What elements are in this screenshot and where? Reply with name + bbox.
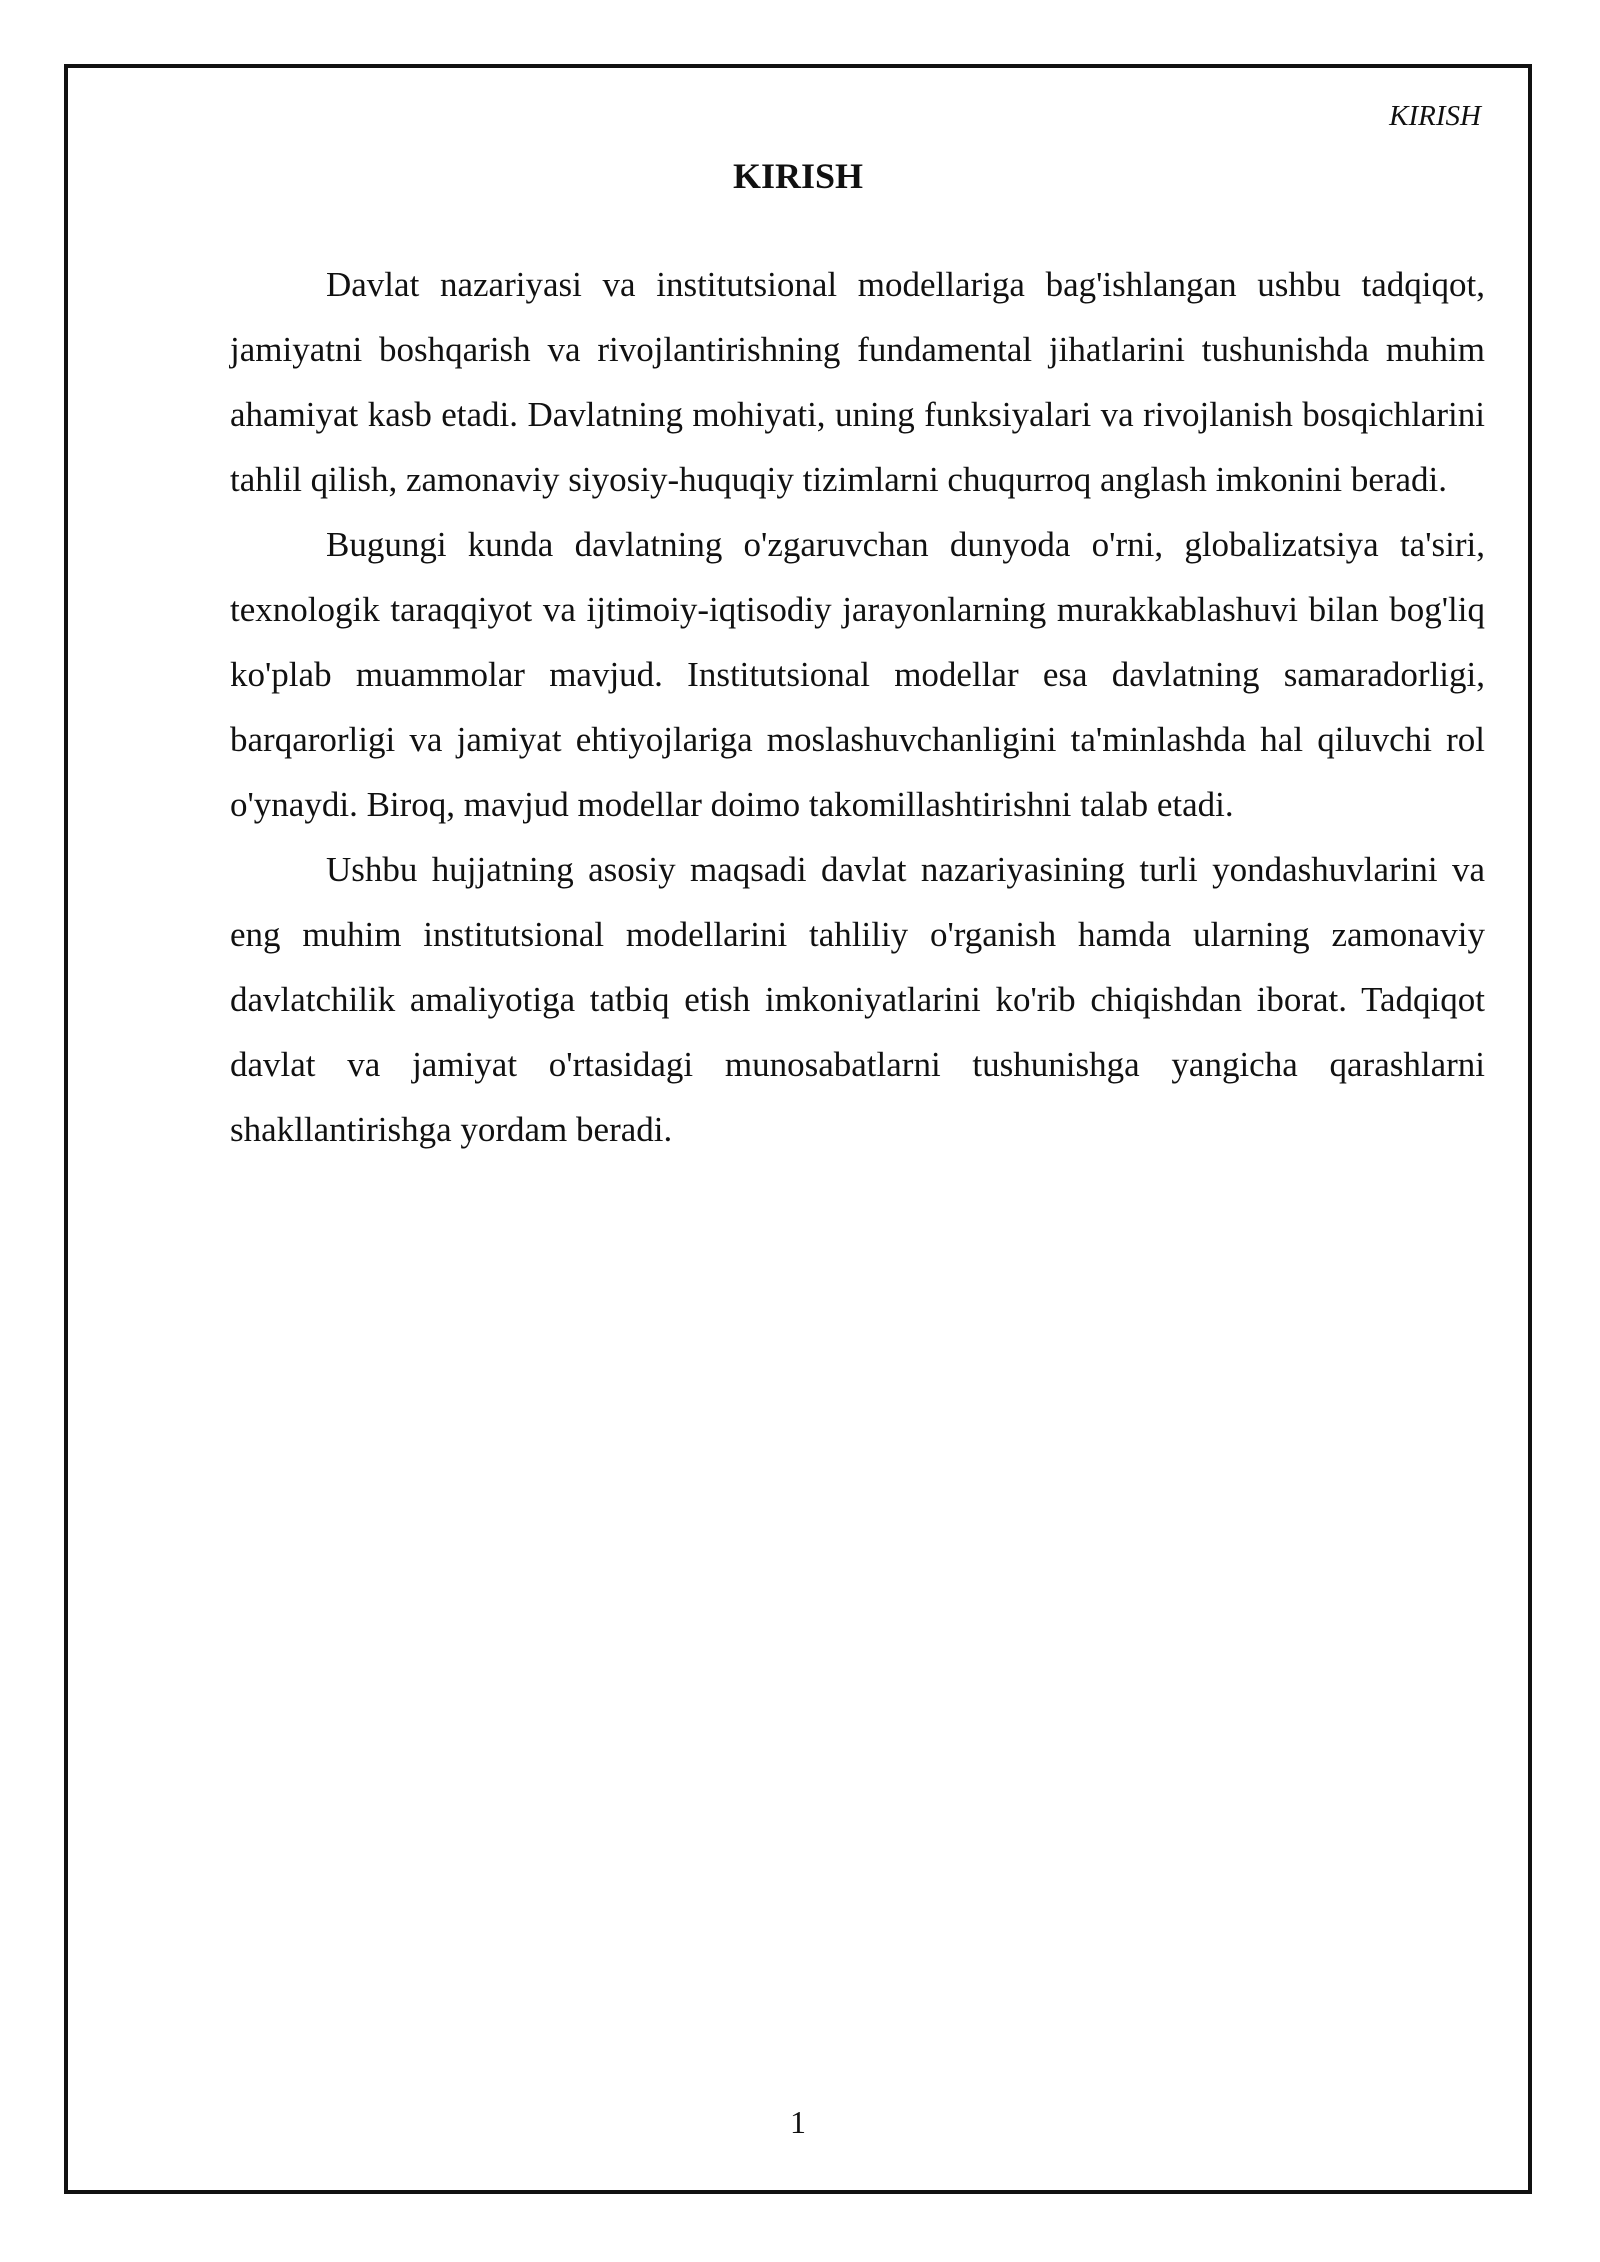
running-header: KIRISH	[1389, 100, 1481, 132]
paragraph-3: Ushbu hujjatning asosiy maqsadi davlat nazariyasining turli yondashuvlarini va eng muhim institutsional modellarini tahliliy o'rganish hamda ularning zamonaviy davlatchilik amaliyotiga tatbiq etish imkoniyatlarini ko'rib chiqishdan iborat. Tadqiqot davlat va jamiyat o'rtasidagi munosabatlarni tushunishga yangicha qarashlarni shakllantirishga yordam beradi.	[230, 850, 1485, 1149]
body-text	[230, 252, 1485, 1162]
page-frame	[64, 64, 1532, 2194]
paragraph-1: Davlat nazariyasi va institutsional modellariga bag'ishlangan ushbu tadqiqot, jamiyatni boshqarish va rivojlantirishning fundamental jihatlarini tushunishda muhim ahamiyat kasb etadi. Davlatning mohiyati, uning funksiyalari va rivojlanish bosqichlarini tahlil qilish, zamonaviy siyosiy-huquqiy tizimlarni chuqurroq anglash imkonini beradi.	[230, 265, 1485, 499]
paragraph-2: Bugungi kunda davlatning o'zgaruvchan dunyoda o'rni, globalizatsiya ta'siri, texnologik taraqqiyot va ijtimoiy-iqtisodiy jarayonlarning murakkablashuvi bilan bog'liq ko'plab muammolar mavjud. Institutsional modellar esa davlatning samaradorligi, barqarorligi va jamiyat ehtiyojlariga moslashuvchanligini ta'minlashda hal qiluvchi rol o'ynaydi. Biroq, mavjud modellar doimo takomillashtirishni talab etadi.	[230, 525, 1485, 824]
page-number: 1	[790, 2104, 806, 2140]
page-title: KIRISH	[732, 156, 864, 196]
